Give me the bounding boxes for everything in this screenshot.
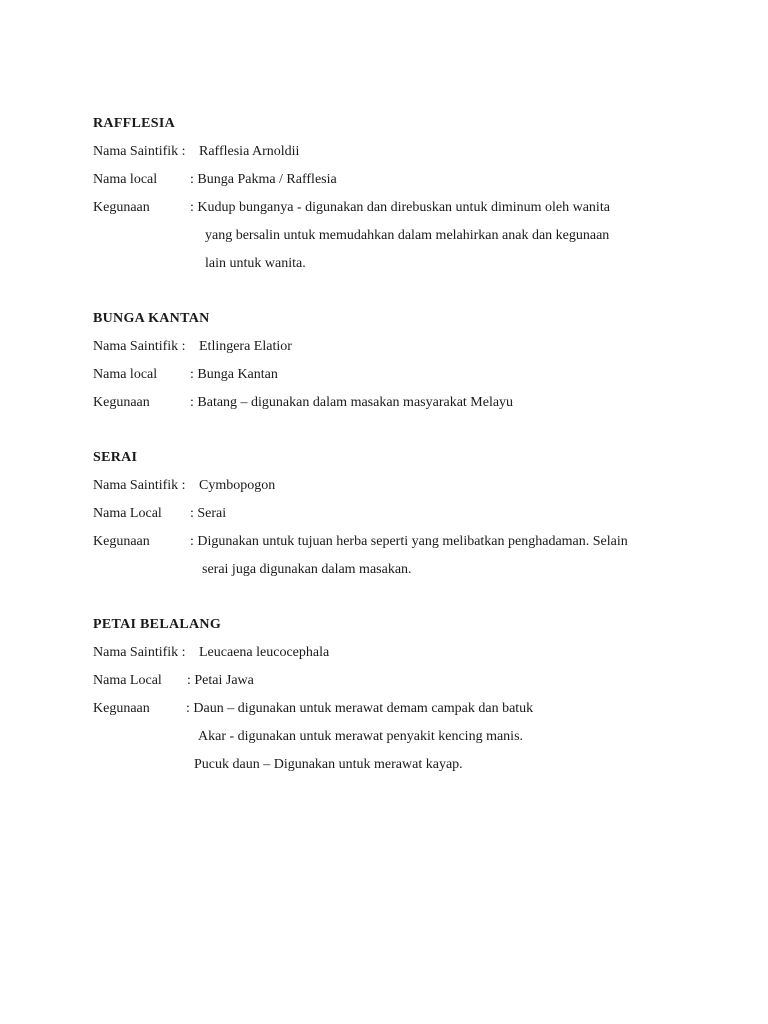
saintifik-value: Leucaena leucocephala [199, 645, 330, 660]
kegunaan-line: lain untuk wanita. [205, 256, 306, 271]
saintifik-label: Nama Saintifik : [93, 478, 186, 493]
local-value: : Bunga Kantan [190, 367, 278, 382]
section-title-rafflesia: RAFFLESIA [93, 116, 176, 131]
section-title-serai: SERAI [93, 450, 138, 465]
saintifik-label: Nama Saintifik : [93, 144, 186, 159]
saintifik-value: Rafflesia Arnoldii [199, 144, 300, 159]
saintifik-value: Cymbopogon [199, 478, 276, 493]
local-value: : Bunga Pakma / Rafflesia [190, 172, 337, 187]
kegunaan-label: Kegunaan [93, 200, 150, 215]
kegunaan-line: Pucuk daun – Digunakan untuk merawat kayap. [194, 757, 463, 772]
local-label: Nama local [93, 172, 158, 187]
section-title-petai-belalang: PETAI BELALANG [93, 617, 222, 632]
saintifik-value: Etlingera Elatior [199, 339, 292, 354]
kegunaan-label: Kegunaan [93, 701, 150, 716]
local-value: : Serai [190, 506, 227, 521]
local-label: Nama Local [93, 673, 162, 688]
kegunaan-label: Kegunaan [93, 395, 150, 410]
kegunaan-line: : Batang – digunakan dalam masakan masyarakat Melayu [190, 395, 514, 410]
kegunaan-line: : Kudup bunganya - digunakan dan direbuskan untuk diminum oleh wanita [190, 200, 610, 215]
local-label: Nama local [93, 367, 158, 382]
kegunaan-label: Kegunaan [93, 534, 150, 549]
kegunaan-line: serai juga digunakan dalam masakan. [202, 562, 412, 577]
section-title-bunga-kantan: BUNGA KANTAN [93, 311, 210, 326]
local-value: : Petai Jawa [187, 673, 254, 688]
local-label: Nama Local [93, 506, 162, 521]
kegunaan-line: : Digunakan untuk tujuan herba seperti yang melibatkan penghadaman. Selain [190, 534, 628, 549]
kegunaan-line: Akar - digunakan untuk merawat penyakit kencing manis. [198, 729, 524, 744]
kegunaan-line: yang bersalin untuk memudahkan dalam melahirkan anak dan kegunaan [205, 228, 610, 243]
kegunaan-line: : Daun – digunakan untuk merawat demam campak dan batuk [186, 701, 534, 716]
saintifik-label: Nama Saintifik : [93, 645, 186, 660]
saintifik-label: Nama Saintifik : [93, 339, 186, 354]
